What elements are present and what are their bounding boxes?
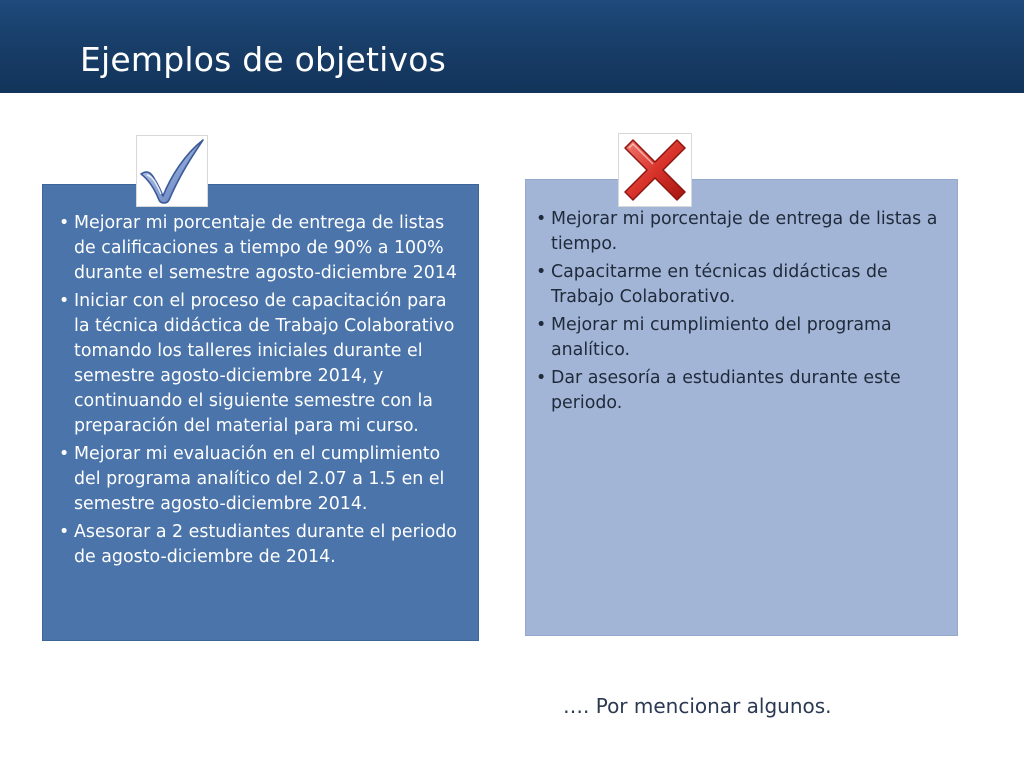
good-examples-list <box>59 211 466 570</box>
good-example-text: Iniciar con el proceso de capacitación para la técnica didáctica de Trabajo Colaborativo tomando los talleres iniciales durante el semestre agosto-diciembre 2014, y continuando el siguiente semestre con la preparación del material para mi curso. <box>74 291 455 436</box>
bad-example-text: Capacitarme en técnicas didácticas de Trabajo Colaborativo. <box>551 262 888 307</box>
checkmark-icon <box>136 135 208 207</box>
bad-examples-panel <box>525 179 958 636</box>
footer-note: …. Por mencionar algunos. <box>563 694 832 718</box>
bullet: • <box>536 262 547 282</box>
good-example-text: Mejorar mi porcentaje de entrega de listas de calificaciones a tiempo de 90% a 100% durante el semestre agosto-diciembre 2014 <box>74 213 457 283</box>
good-example-item <box>59 442 466 517</box>
bullet: • <box>59 291 70 311</box>
bullet: • <box>59 522 70 542</box>
bad-example-item <box>536 207 947 257</box>
good-examples-panel <box>42 184 479 641</box>
bullet: • <box>59 444 70 464</box>
good-example-text: Mejorar mi evaluación en el cumplimiento del programa analítico del 2.07 a 1.5 en el semestre agosto-diciembre 2014. <box>74 444 445 514</box>
good-example-item <box>59 520 466 570</box>
good-example-item <box>59 289 466 439</box>
bullet: • <box>536 368 547 388</box>
bad-example-item <box>536 366 947 416</box>
good-example-item <box>59 211 466 286</box>
bad-example-item <box>536 313 947 363</box>
bad-example-item <box>536 260 947 310</box>
good-example-text: Asesorar a 2 estudiantes durante el periodo de agosto-diciembre de 2014. <box>74 522 457 567</box>
slide-title: Ejemplos de objetivos <box>80 40 447 79</box>
bad-examples-list <box>536 207 947 416</box>
bad-example-text: Dar asesoría a estudiantes durante este periodo. <box>551 368 901 413</box>
bullet: • <box>536 315 547 335</box>
bullet: • <box>59 213 70 233</box>
bad-example-text: Mejorar mi cumplimiento del programa analítico. <box>551 315 892 360</box>
title-bar <box>0 0 1024 93</box>
bullet: • <box>536 209 547 229</box>
bad-example-text: Mejorar mi porcentaje de entrega de listas a tiempo. <box>551 209 938 254</box>
cross-icon <box>618 133 692 207</box>
